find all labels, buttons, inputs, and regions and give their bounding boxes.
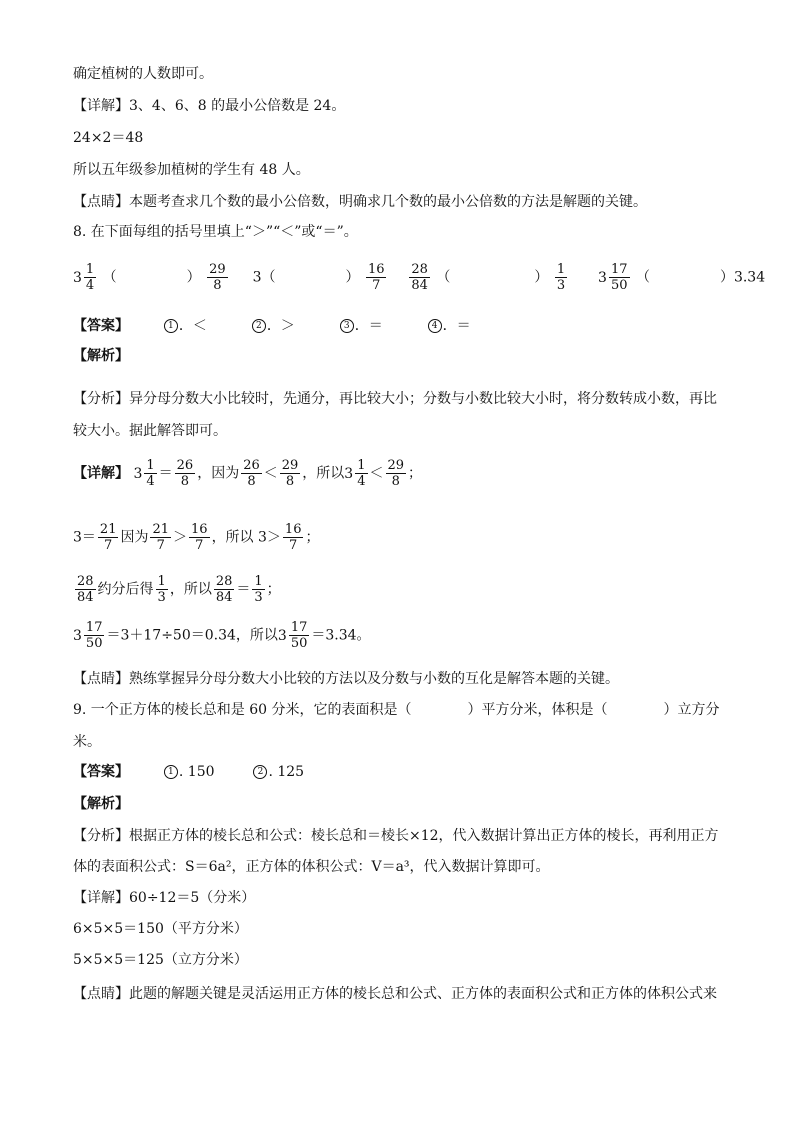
denominator: 8: [213, 278, 222, 293]
denominator: 84: [411, 278, 428, 293]
jiexi-label: 【解析】: [73, 348, 129, 364]
denominator: 3: [556, 278, 566, 293]
numerator: 1: [357, 458, 366, 473]
numerator: 1: [254, 574, 263, 589]
denominator: 8: [285, 474, 295, 489]
fraction: [207, 262, 228, 293]
text: ＝3＋17÷50＝0.34，所以: [106, 627, 278, 644]
text-line: 确定植树的人数即可。: [73, 66, 213, 82]
numerator: 17: [610, 262, 628, 277]
fraction: [84, 262, 96, 293]
fraction: [150, 522, 171, 553]
denominator: 7: [156, 538, 165, 553]
denominator: 50: [610, 278, 628, 293]
jiexi-label: 【解析】: [73, 796, 129, 812]
circled-number: 3: [340, 319, 354, 333]
answer-value: ．＞: [266, 318, 295, 334]
analysis-9: 【分析】根据正方体的棱长总和公式：棱长总和＝棱长×12，代入数据计算出正方体的棱长，再利用正方: [73, 828, 719, 844]
denominator: 3: [157, 590, 166, 605]
answer-blank: （ ）: [261, 269, 360, 286]
greater-than: ＞: [173, 529, 188, 546]
numerator: 28: [77, 574, 94, 589]
whole: 3: [133, 465, 143, 482]
answer-label: 【答案】: [73, 318, 129, 334]
numerator: 1: [146, 458, 155, 473]
answer-value: . 150: [178, 764, 215, 780]
equals: ＝: [158, 465, 173, 482]
text-line: 所以五年级参加植树的学生有 48 人。: [73, 162, 310, 178]
question-9: 9. 一个正方体的棱长总和是 60 分米，它的表面积是（ ）平方分米，体积是（ ）立方分: [73, 702, 720, 718]
numerator: 28: [411, 262, 428, 277]
numerator: 17: [85, 620, 103, 635]
less-than: ＜: [263, 465, 278, 482]
numerator: 16: [284, 522, 302, 537]
answer-value: . 125: [268, 764, 305, 780]
comment-9: 【点睛】此题的解题关键是灵活运用正方体的棱长总和公式、正方体的表面积公式和正方体的体积公式来: [73, 986, 717, 1002]
fraction: [241, 458, 262, 489]
fraction: [409, 262, 430, 293]
denominator: 8: [180, 474, 190, 489]
numerator: 1: [157, 574, 166, 589]
text: 约分后得: [97, 581, 154, 598]
fraction: [555, 262, 567, 293]
answer-blank: （ ）: [102, 269, 201, 286]
mixed-number: [598, 262, 631, 293]
question-9-cont: 米。: [73, 734, 101, 750]
whole: 3: [252, 269, 262, 286]
answer-item: [428, 318, 471, 334]
detail-8-line3: [73, 574, 281, 605]
analysis-8-cont: 较大小。据此解答即可。: [73, 423, 227, 439]
fraction: [609, 262, 630, 293]
answer-value: ．＝: [442, 318, 471, 334]
fraction: [280, 458, 301, 489]
answer-label: 【答案】: [73, 764, 129, 780]
fraction: [144, 458, 156, 489]
fraction: [84, 620, 105, 651]
denominator: 50: [290, 636, 308, 651]
numerator: 29: [281, 458, 299, 473]
denominator: 50: [85, 636, 103, 651]
answer-value: ．＝: [354, 318, 383, 334]
numerator: 1: [556, 262, 566, 277]
numerator: 16: [191, 522, 208, 537]
analysis-9-cont: 体的表面积公式：S＝6a²，正方体的体积公式：V＝a³，代入数据计算即可。: [73, 859, 550, 875]
denominator: 7: [195, 538, 204, 553]
circled-number: 1: [164, 765, 178, 779]
denominator: 7: [289, 538, 298, 553]
denominator: 4: [85, 278, 95, 293]
answer-blank: （ ）: [635, 269, 734, 286]
denominator: 3: [254, 590, 263, 605]
numerator: 29: [209, 262, 226, 277]
fraction: [98, 522, 119, 553]
semicolon: ；: [305, 529, 320, 546]
answer-item: [252, 318, 295, 334]
answer-value: ．＜: [178, 318, 207, 334]
answer-blank: （ ）: [436, 269, 549, 286]
numerator: 28: [215, 574, 233, 589]
circled-number: 2: [252, 319, 266, 333]
circled-number: 2: [253, 765, 267, 779]
fraction: [252, 574, 264, 605]
numerator: 21: [152, 522, 170, 537]
answer-item: [340, 318, 383, 334]
mixed-number: [278, 620, 311, 651]
comment-8: 【点睛】熟练掌握异分母分数大小比较的方法以及分数与小数的互化是解答本题的关键。: [73, 671, 619, 687]
whole: 3: [344, 465, 354, 482]
numerator: 17: [290, 620, 308, 635]
detail-8-line2: [73, 522, 319, 553]
analysis-8: 【分析】异分母分数大小比较时，先通分，再比较大小；分数与小数比较大小时，将分数转成小数，再比: [73, 391, 717, 407]
denominator: 7: [104, 538, 113, 553]
denominator: 7: [372, 278, 381, 293]
calc-line: 6×5×5＝150（平方分米）: [73, 921, 248, 937]
text: ，因为: [197, 465, 240, 482]
text: ，所以: [302, 465, 345, 482]
denominator: 4: [357, 474, 366, 489]
mixed-number: [73, 620, 106, 651]
fraction: [366, 262, 387, 293]
circled-number: 4: [428, 319, 442, 333]
denominator: 4: [146, 474, 155, 489]
text-line: 【详解】3、4、6、8 的最小公倍数是 24。: [73, 98, 346, 114]
detail-8-line4: [73, 620, 371, 651]
fraction: [355, 458, 367, 489]
answer-9: [73, 762, 304, 782]
text-line: 【点睛】本题考查求几个数的最小公倍数，明确求几个数的最小公倍数的方法是解题的关键。: [73, 194, 647, 210]
equals: ＝: [236, 581, 251, 598]
whole: 3: [73, 269, 82, 286]
fraction: [189, 522, 210, 553]
denominator: 8: [391, 474, 400, 489]
fraction: [289, 620, 310, 651]
fraction: [283, 522, 304, 553]
less-than: ＜: [369, 465, 384, 482]
semicolon: ；: [408, 465, 423, 482]
numerator: 26: [176, 458, 194, 473]
detail-8-line1: [73, 458, 422, 489]
text: ，所以: [169, 581, 212, 598]
denominator: 84: [215, 590, 233, 605]
decimal: 3.34: [733, 269, 766, 286]
whole: 3: [277, 627, 287, 644]
text: ＝3.34。: [311, 627, 371, 644]
numerator: 26: [243, 458, 260, 473]
semicolon: ；: [266, 581, 281, 598]
text-line: 24×2＝48: [73, 130, 144, 146]
q8-comparison-row: [73, 262, 765, 293]
answer-item: [253, 764, 304, 780]
fraction: [175, 458, 196, 489]
circled-number: 1: [164, 319, 178, 333]
numerator: 16: [367, 262, 385, 277]
fraction: [156, 574, 168, 605]
numerator: 21: [99, 522, 117, 537]
denominator: 84: [77, 590, 94, 605]
numerator: 29: [387, 458, 405, 473]
answer-item: [164, 318, 207, 334]
detail-label: 【详解】: [73, 465, 129, 482]
mixed-number: [344, 458, 369, 489]
text: ，所以 3＞: [211, 529, 281, 546]
text: 3＝: [73, 529, 96, 546]
question-8: 8. 在下面每组的括号里填上“＞”“＜”或“＝”。: [73, 224, 358, 240]
fraction: [386, 458, 407, 489]
answer-8: [73, 316, 471, 336]
whole: 3: [73, 627, 82, 644]
mixed-number: [133, 458, 158, 489]
text: 因为: [120, 529, 149, 546]
fraction: [75, 574, 96, 605]
whole: 3: [598, 269, 607, 286]
fraction: [214, 574, 235, 605]
numerator: 1: [85, 262, 95, 277]
mixed-number: [73, 262, 98, 293]
detail-9: 【详解】60÷12＝5（分米）: [73, 890, 256, 906]
calc-line: 5×5×5＝125（立方分米）: [73, 952, 248, 968]
answer-item: [164, 764, 215, 780]
denominator: 8: [247, 474, 256, 489]
